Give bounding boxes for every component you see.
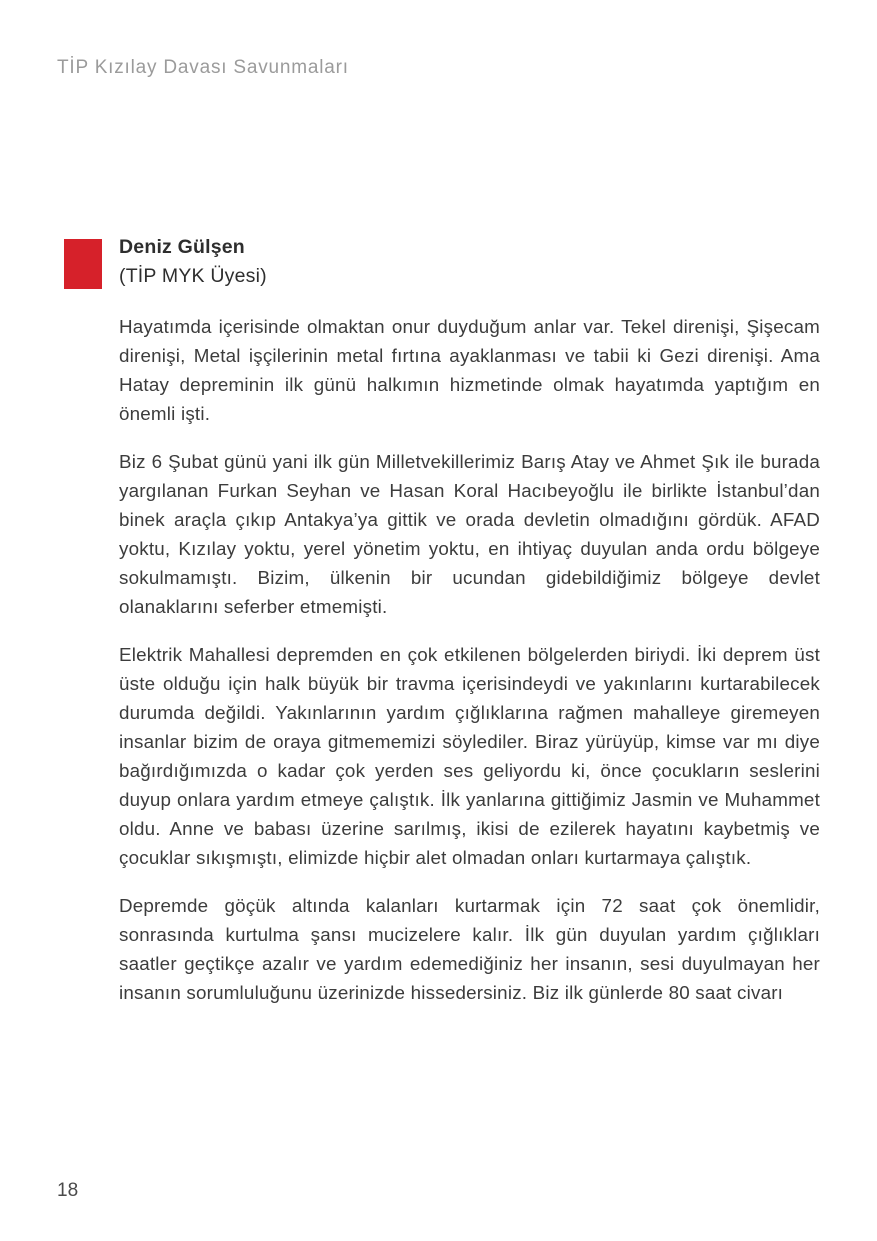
speaker-role: (TİP MYK Üyesi): [119, 265, 267, 287]
red-square-marker: [64, 239, 102, 289]
running-header: TİP Kızılay Davası Savunmaları: [57, 57, 349, 78]
speaker-name: Deniz Gülşen: [119, 236, 245, 258]
paragraph-4: Depremde göçük altında kalanları kurtarmak için 72 saat çok önemlidir, sonrasında kurtulma şansı mucizelere kalır. İlk gün duyulan yardım çığlıkları saatler geçtikçe azalır ve yardım edemediğiniz her insanın, sesi duyulmayan her insanın sorumluluğunu üzerinizde hissedersiniz. Biz ilk günlerde 80 saat civarı: [119, 895, 820, 1003]
page-number: 18: [57, 1180, 79, 1201]
paragraph-2: Biz 6 Şubat günü yani ilk gün Milletvekillerimiz Barış Atay ve Ahmet Şık ile burada yargılanan Furkan Seyhan ve Hasan Koral Hacıbeyoğlu ile birlikte İstanbul’dan binek araçla çıkıp Antakya’ya gittik ve orada devletin olmadığını gördük. AFAD yoktu, Kızılay yoktu, yerel yönetim yoktu, en ihtiyaç duyulan anda ordu bölgeye sokulmamıştı. Bizim, ülkenin bir ucundan gidebildiğimiz bölgeye devlet olanaklarını seferber etmemişti.: [119, 451, 820, 617]
paragraph-3: Elektrik Mahallesi depremden en çok etkilenen bölgelerden biriydi. İki deprem üst üste olduğu için halk büyük bir travma içerisindeydi ve yakınlarını kurtarabilecek durumda değildi. Yakınlarının yardım çığlıklarına rağmen mahalleye giremeyen insanlar bizim de oraya gitmememizi söylediler. Biraz yürüyüp, kimse var mı diye bağırdığımızda o kadar çok yerden ses geliyordu ki, önce çocukların seslerini duyup onlara yardım etmeye çalıştık. İlk yanlarına gittiğimiz Jasmin ve Muhammet oldu. Anne ve babası üzerine sarılmış, ikisi de ezilerek hayatını kaybetmiş ve çocuklar sıkışmıştı, elimizde hiçbir alet olmadan onları kurtarmaya çalıştık.: [119, 644, 820, 868]
paragraph-1: Hayatımda içerisinde olmaktan onur duyduğum anlar var. Tekel direnişi, Şişecam direnişi, Metal işçilerinin metal fırtına ayaklanması ve tabii ki Gezi direnişi. Ama Hatay depreminin ilk günü halkımın hizmetinde olmak hayatımda yaptığım en önemli işti.: [119, 316, 820, 424]
page-content: [119, 236, 820, 1026]
